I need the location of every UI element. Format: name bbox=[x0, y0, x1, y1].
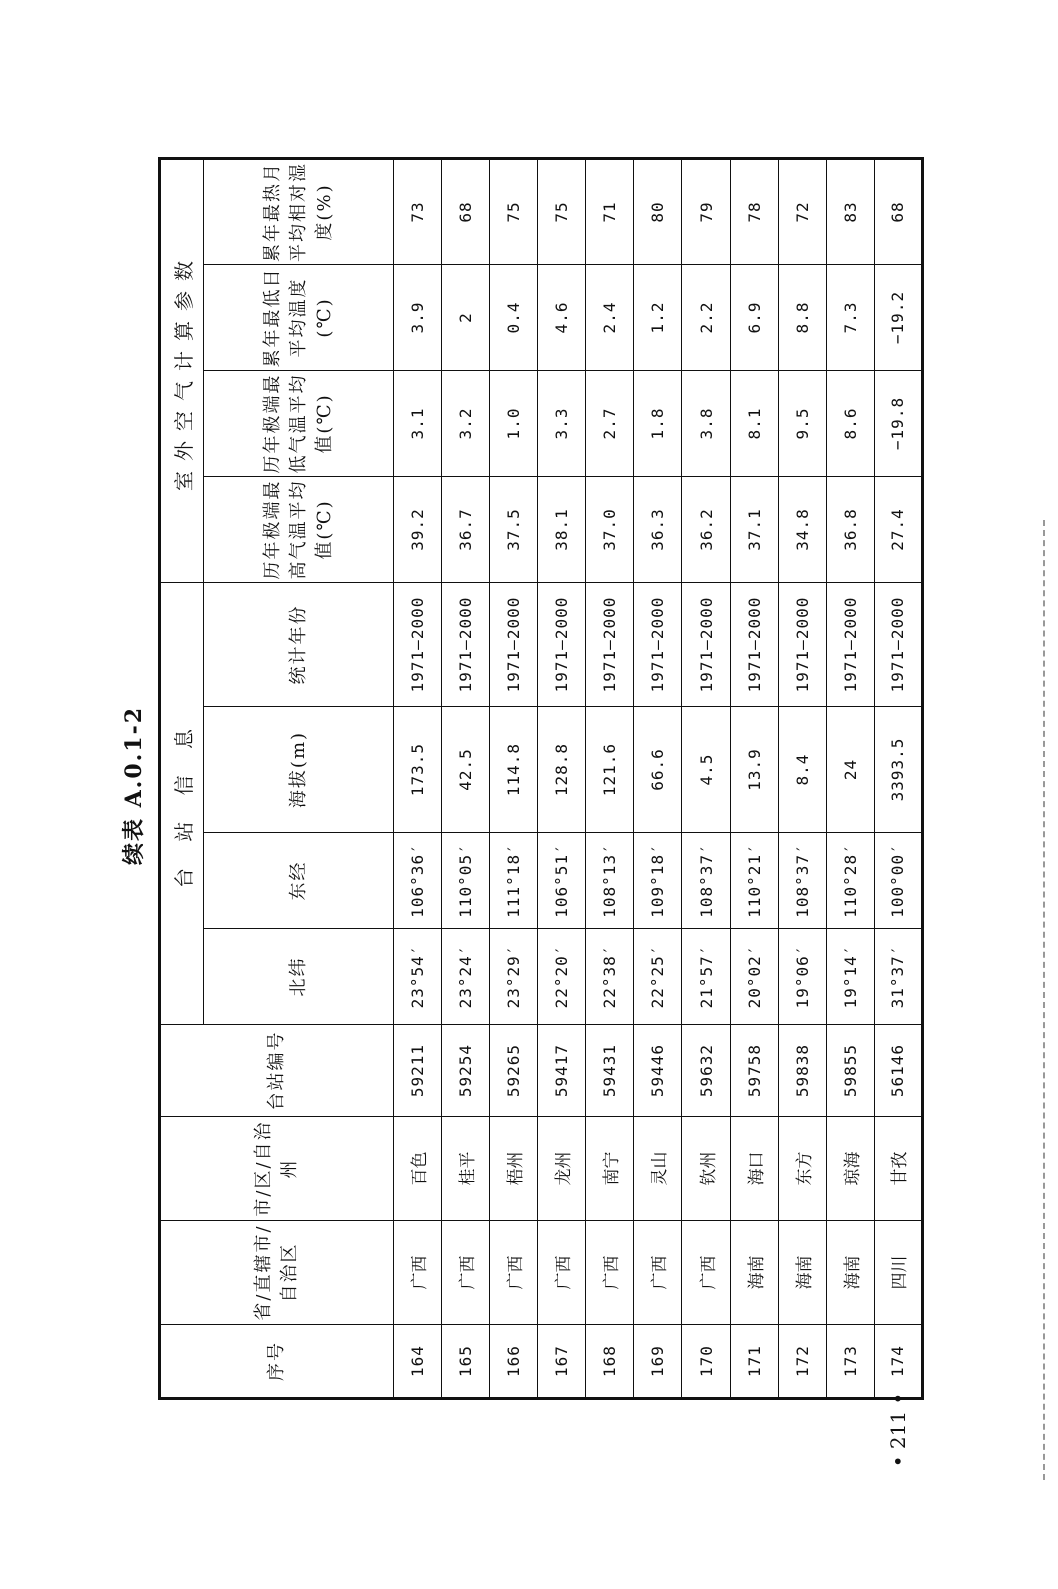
cell-relative-humidity: 72 bbox=[778, 158, 826, 264]
cell-city: 东方 bbox=[778, 1117, 826, 1221]
cell-extreme-max-temp: 37.1 bbox=[730, 476, 778, 582]
cell-years: 1971—2000 bbox=[538, 582, 586, 706]
cell-min-daily-avg-temp: 2.2 bbox=[682, 264, 730, 370]
cell-latitude: 31°37′ bbox=[874, 929, 922, 1025]
cell-extreme-min-temp: 2.7 bbox=[586, 370, 634, 476]
header-latitude: 北纬 bbox=[204, 929, 394, 1025]
cell-city: 钦州 bbox=[682, 1117, 730, 1221]
header-station-id: 台站编号 bbox=[160, 1025, 394, 1117]
page-edge-mark bbox=[1043, 520, 1047, 1480]
table-caption bbox=[108, 700, 158, 870]
cell-province: 广西 bbox=[634, 1221, 682, 1325]
cell-altitude: 24 bbox=[826, 707, 874, 833]
cell-province: 四川 bbox=[874, 1221, 922, 1325]
cell-years: 1971—2000 bbox=[682, 582, 730, 706]
cell-city: 琼海 bbox=[826, 1117, 874, 1221]
cell-seq: 170 bbox=[682, 1325, 730, 1399]
cell-station-id: 59446 bbox=[634, 1025, 682, 1117]
cell-altitude: 173.5 bbox=[394, 707, 442, 833]
header-years: 统计年份 bbox=[204, 582, 394, 706]
cell-city: 桂平 bbox=[442, 1117, 490, 1221]
cell-min-daily-avg-temp: −19.2 bbox=[874, 264, 922, 370]
cell-extreme-max-temp: 34.8 bbox=[778, 476, 826, 582]
cell-extreme-min-temp: 3.3 bbox=[538, 370, 586, 476]
cell-city: 海口 bbox=[730, 1117, 778, 1221]
table-row bbox=[826, 158, 874, 1398]
cell-extreme-min-temp: 3.1 bbox=[394, 370, 442, 476]
cell-city: 灵山 bbox=[634, 1117, 682, 1221]
cell-min-daily-avg-temp: 1.2 bbox=[634, 264, 682, 370]
cell-station-id: 56146 bbox=[874, 1025, 922, 1117]
header-city: 市/区/自治州 bbox=[160, 1117, 394, 1221]
cell-relative-humidity: 75 bbox=[490, 158, 538, 264]
page-number bbox=[878, 1380, 918, 1480]
cell-province: 广西 bbox=[394, 1221, 442, 1325]
cell-relative-humidity: 73 bbox=[394, 158, 442, 264]
cell-latitude: 19°06′ bbox=[778, 929, 826, 1025]
cell-years: 1971—2000 bbox=[826, 582, 874, 706]
cell-years: 1971—2000 bbox=[394, 582, 442, 706]
cell-longitude: 106°36′ bbox=[394, 833, 442, 929]
cell-province: 广西 bbox=[490, 1221, 538, 1325]
header-row-groups bbox=[160, 158, 204, 1398]
cell-relative-humidity: 71 bbox=[586, 158, 634, 264]
cell-min-daily-avg-temp: 7.3 bbox=[826, 264, 874, 370]
cell-min-daily-avg-temp: 4.6 bbox=[538, 264, 586, 370]
cell-city: 甘孜 bbox=[874, 1117, 922, 1221]
cell-longitude: 110°21′ bbox=[730, 833, 778, 929]
cell-seq: 168 bbox=[586, 1325, 634, 1399]
cell-station-id: 59431 bbox=[586, 1025, 634, 1117]
cell-extreme-min-temp: 3.2 bbox=[442, 370, 490, 476]
cell-latitude: 21°57′ bbox=[682, 929, 730, 1025]
cell-years: 1971—2000 bbox=[874, 582, 922, 706]
cell-min-daily-avg-temp: 3.9 bbox=[394, 264, 442, 370]
cell-min-daily-avg-temp: 0.4 bbox=[490, 264, 538, 370]
cell-station-id: 59265 bbox=[490, 1025, 538, 1117]
cell-extreme-min-temp: 3.8 bbox=[682, 370, 730, 476]
cell-latitude: 19°14′ bbox=[826, 929, 874, 1025]
cell-altitude: 114.8 bbox=[490, 707, 538, 833]
cell-city: 南宁 bbox=[586, 1117, 634, 1221]
cell-extreme-min-temp: 8.1 bbox=[730, 370, 778, 476]
cell-years: 1971—2000 bbox=[778, 582, 826, 706]
cell-station-id: 59838 bbox=[778, 1025, 826, 1117]
cell-station-id: 59211 bbox=[394, 1025, 442, 1117]
cell-extreme-min-temp: 1.0 bbox=[490, 370, 538, 476]
table-row bbox=[442, 158, 490, 1398]
cell-station-id: 59855 bbox=[826, 1025, 874, 1117]
table-row bbox=[730, 158, 778, 1398]
cell-seq: 165 bbox=[442, 1325, 490, 1399]
cell-province: 海南 bbox=[778, 1221, 826, 1325]
cell-extreme-min-temp: −19.8 bbox=[874, 370, 922, 476]
cell-longitude: 108°37′ bbox=[682, 833, 730, 929]
cell-latitude: 23°29′ bbox=[490, 929, 538, 1025]
cell-relative-humidity: 68 bbox=[442, 158, 490, 264]
header-extreme-min-temp: 历年极端最低气温平均值(℃) bbox=[204, 370, 394, 476]
cell-extreme-max-temp: 36.7 bbox=[442, 476, 490, 582]
cell-extreme-max-temp: 37.0 bbox=[586, 476, 634, 582]
cell-years: 1971—2000 bbox=[490, 582, 538, 706]
cell-altitude: 4.5 bbox=[682, 707, 730, 833]
rotated-table-container bbox=[158, 160, 924, 1400]
cell-latitude: 22°25′ bbox=[634, 929, 682, 1025]
cell-longitude: 108°37′ bbox=[778, 833, 826, 929]
cell-longitude: 110°05′ bbox=[442, 833, 490, 929]
cell-min-daily-avg-temp: 2 bbox=[442, 264, 490, 370]
table-row bbox=[538, 158, 586, 1398]
cell-years: 1971—2000 bbox=[730, 582, 778, 706]
cell-longitude: 106°51′ bbox=[538, 833, 586, 929]
table-row bbox=[682, 158, 730, 1398]
cell-city: 梧州 bbox=[490, 1117, 538, 1221]
table-row bbox=[586, 158, 634, 1398]
cell-min-daily-avg-temp: 6.9 bbox=[730, 264, 778, 370]
cell-min-daily-avg-temp: 8.8 bbox=[778, 264, 826, 370]
cell-extreme-max-temp: 38.1 bbox=[538, 476, 586, 582]
cell-altitude: 121.6 bbox=[586, 707, 634, 833]
cell-latitude: 23°54′ bbox=[394, 929, 442, 1025]
cell-seq: 173 bbox=[826, 1325, 874, 1399]
cell-province: 海南 bbox=[730, 1221, 778, 1325]
cell-extreme-max-temp: 37.5 bbox=[490, 476, 538, 582]
table-caption-text: 续表 A.0.1-2 bbox=[121, 705, 148, 865]
cell-station-id: 59417 bbox=[538, 1025, 586, 1117]
table-body bbox=[394, 158, 923, 1398]
cell-longitude: 109°18′ bbox=[634, 833, 682, 929]
cell-relative-humidity: 75 bbox=[538, 158, 586, 264]
cell-extreme-max-temp: 39.2 bbox=[394, 476, 442, 582]
cell-latitude: 22°38′ bbox=[586, 929, 634, 1025]
page-number-text: • 211 • bbox=[886, 1392, 911, 1468]
cell-longitude: 100°00′ bbox=[874, 833, 922, 929]
cell-city: 龙州 bbox=[538, 1117, 586, 1221]
cell-station-id: 59758 bbox=[730, 1025, 778, 1117]
cell-extreme-max-temp: 36.3 bbox=[634, 476, 682, 582]
cell-latitude: 22°20′ bbox=[538, 929, 586, 1025]
cell-seq: 172 bbox=[778, 1325, 826, 1399]
cell-min-daily-avg-temp: 2.4 bbox=[586, 264, 634, 370]
table-row bbox=[778, 158, 826, 1398]
cell-altitude: 3393.5 bbox=[874, 707, 922, 833]
cell-province: 广西 bbox=[682, 1221, 730, 1325]
header-province: 省/直辖市/自治区 bbox=[160, 1221, 394, 1325]
table-row bbox=[394, 158, 442, 1398]
table-row bbox=[874, 158, 922, 1398]
cell-altitude: 128.8 bbox=[538, 707, 586, 833]
cell-relative-humidity: 78 bbox=[730, 158, 778, 264]
cell-longitude: 108°13′ bbox=[586, 833, 634, 929]
header-outdoor-group: 室外空气计算参数 bbox=[160, 158, 204, 582]
header-altitude: 海拔(m) bbox=[204, 707, 394, 833]
cell-extreme-min-temp: 1.8 bbox=[634, 370, 682, 476]
cell-latitude: 23°24′ bbox=[442, 929, 490, 1025]
cell-seq: 169 bbox=[634, 1325, 682, 1399]
cell-extreme-max-temp: 36.8 bbox=[826, 476, 874, 582]
cell-years: 1971—2000 bbox=[634, 582, 682, 706]
cell-province: 广西 bbox=[538, 1221, 586, 1325]
cell-relative-humidity: 83 bbox=[826, 158, 874, 264]
cell-latitude: 20°02′ bbox=[730, 929, 778, 1025]
cell-relative-humidity: 80 bbox=[634, 158, 682, 264]
header-min-daily-avg-temp: 累年最低日平均温度(℃) bbox=[204, 264, 394, 370]
cell-seq: 164 bbox=[394, 1325, 442, 1399]
cell-station-id: 59254 bbox=[442, 1025, 490, 1117]
cell-province: 广西 bbox=[586, 1221, 634, 1325]
cell-seq: 174 bbox=[874, 1325, 922, 1399]
climate-data-table bbox=[158, 157, 924, 1400]
cell-station-id: 59632 bbox=[682, 1025, 730, 1117]
cell-altitude: 42.5 bbox=[442, 707, 490, 833]
cell-seq: 166 bbox=[490, 1325, 538, 1399]
header-station-group: 台 站 信 息 bbox=[160, 582, 204, 1024]
header-extreme-max-temp: 历年极端最高气温平均值(℃) bbox=[204, 476, 394, 582]
cell-seq: 171 bbox=[730, 1325, 778, 1399]
cell-seq: 167 bbox=[538, 1325, 586, 1399]
table-row bbox=[634, 158, 682, 1398]
cell-years: 1971—2000 bbox=[442, 582, 490, 706]
header-seq: 序号 bbox=[160, 1325, 394, 1399]
cell-longitude: 111°18′ bbox=[490, 833, 538, 929]
cell-province: 海南 bbox=[826, 1221, 874, 1325]
cell-relative-humidity: 68 bbox=[874, 158, 922, 264]
table-row bbox=[490, 158, 538, 1398]
cell-extreme-max-temp: 27.4 bbox=[874, 476, 922, 582]
cell-extreme-min-temp: 9.5 bbox=[778, 370, 826, 476]
cell-altitude: 66.6 bbox=[634, 707, 682, 833]
cell-city: 百色 bbox=[394, 1117, 442, 1221]
cell-altitude: 13.9 bbox=[730, 707, 778, 833]
cell-province: 广西 bbox=[442, 1221, 490, 1325]
cell-years: 1971—2000 bbox=[586, 582, 634, 706]
cell-longitude: 110°28′ bbox=[826, 833, 874, 929]
header-longitude: 东经 bbox=[204, 833, 394, 929]
cell-relative-humidity: 79 bbox=[682, 158, 730, 264]
cell-altitude: 8.4 bbox=[778, 707, 826, 833]
cell-extreme-min-temp: 8.6 bbox=[826, 370, 874, 476]
header-relative-humidity: 累年最热月平均相对湿度(%) bbox=[204, 158, 394, 264]
cell-extreme-max-temp: 36.2 bbox=[682, 476, 730, 582]
